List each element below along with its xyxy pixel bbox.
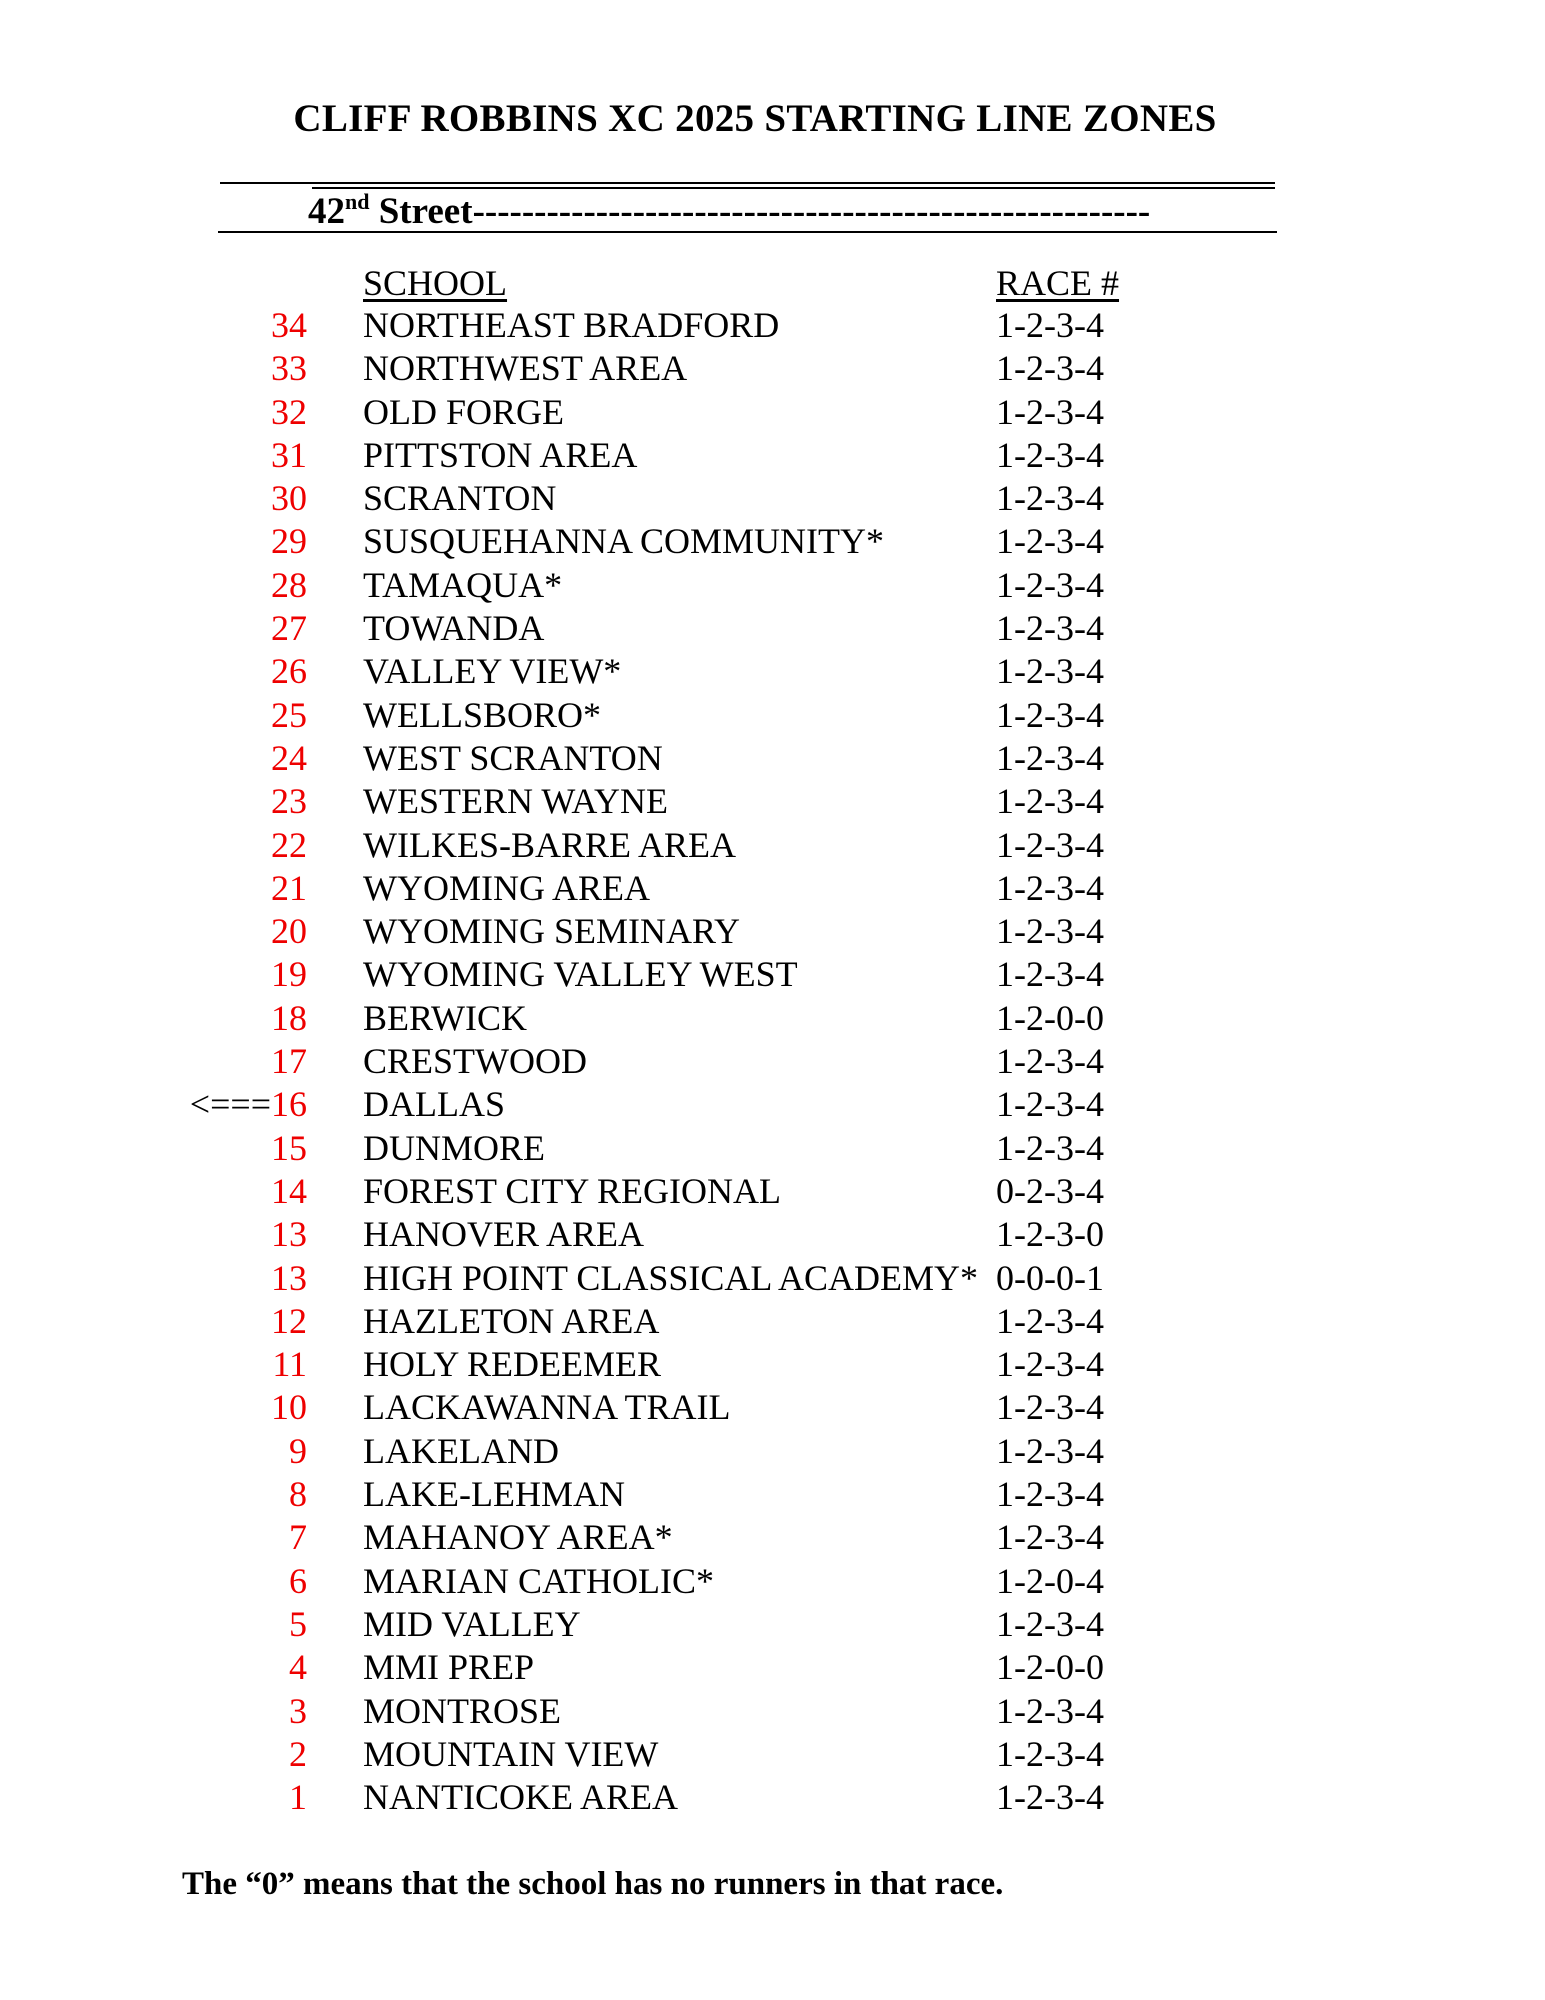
- race-numbers: 0-2-3-4: [996, 1170, 1104, 1211]
- zone-number: [271, 1170, 307, 1213]
- street-number: 42: [308, 191, 345, 232]
- table-row: [0, 910, 1545, 953]
- zone-number: [289, 1430, 307, 1473]
- zone-value: 30: [271, 478, 307, 519]
- zone-value: 19: [271, 954, 307, 995]
- table-row: [0, 347, 1545, 390]
- race-numbers: 1-2-0-0: [996, 997, 1104, 1038]
- zone-number: [271, 1386, 307, 1429]
- zone-number: [271, 867, 307, 910]
- zone-number: [271, 737, 307, 780]
- table-row: [0, 607, 1545, 650]
- zone-value: 13: [271, 1257, 307, 1298]
- school-name: SUSQUEHANNA COMMUNITY*: [363, 521, 885, 562]
- zone-number: [271, 1300, 307, 1343]
- school-name: DUNMORE: [363, 1127, 546, 1168]
- table-row: [0, 304, 1545, 347]
- zone-number: [271, 780, 307, 823]
- street-suffix: nd: [345, 189, 370, 214]
- school-name: HANOVER AREA: [363, 1214, 645, 1255]
- school-name: DALLAS: [363, 1084, 505, 1125]
- zone-number: [289, 1516, 307, 1559]
- zone-number: [271, 477, 307, 520]
- zone-value: 13: [271, 1214, 307, 1255]
- race-numbers: 1-2-3-0: [996, 1214, 1104, 1255]
- race-numbers: 1-2-3-4: [996, 911, 1104, 952]
- top-rule: [220, 182, 1275, 184]
- school-name: WYOMING SEMINARY: [363, 911, 740, 952]
- race-numbers: 1-2-3-4: [996, 1603, 1104, 1644]
- footnote: The “0” means that the school has no runners in that race.: [182, 1866, 1004, 1902]
- table-row: [0, 1170, 1545, 1213]
- table-row: [0, 1516, 1545, 1559]
- zone-number: [289, 1646, 307, 1689]
- race-numbers: 1-2-3-4: [996, 1474, 1104, 1515]
- table-row: [0, 824, 1545, 867]
- table-row: [0, 953, 1545, 996]
- top-rule-inner: [312, 187, 1275, 189]
- table-row: [0, 1386, 1545, 1429]
- table-row: [0, 1690, 1545, 1733]
- race-numbers: 1-2-3-4: [996, 1041, 1104, 1082]
- race-numbers: 1-2-3-4: [996, 478, 1104, 519]
- table-row: [0, 650, 1545, 693]
- zone-value: 12: [271, 1300, 307, 1341]
- race-numbers: 1-2-3-4: [996, 391, 1104, 432]
- school-name: WYOMING VALLEY WEST: [363, 954, 798, 995]
- school-name: TAMAQUA*: [363, 564, 563, 605]
- zone-value: 20: [271, 911, 307, 952]
- race-numbers: 1-2-3-4: [996, 564, 1104, 605]
- race-numbers: 1-2-3-4: [996, 1127, 1104, 1168]
- zone-value: 28: [271, 564, 307, 605]
- race-numbers: 1-2-3-4: [996, 694, 1104, 735]
- table-row: [0, 1430, 1545, 1473]
- table-row: [0, 1257, 1545, 1300]
- school-name: NANTICOKE AREA: [363, 1777, 678, 1818]
- zone-value: 8: [289, 1474, 307, 1515]
- school-name: WEST SCRANTON: [363, 737, 663, 778]
- zone-value: 29: [271, 521, 307, 562]
- zone-value: 17: [271, 1041, 307, 1082]
- school-name: LAKELAND: [363, 1430, 559, 1471]
- table-row: [0, 1127, 1545, 1170]
- race-numbers: 1-2-3-4: [996, 1733, 1104, 1774]
- zone-number: [271, 1257, 307, 1300]
- race-numbers: 0-0-0-1: [996, 1257, 1104, 1298]
- table-row: [0, 1083, 1545, 1126]
- zone-number: [289, 1690, 307, 1733]
- zone-number: [271, 520, 307, 563]
- table-row: [0, 1300, 1545, 1343]
- race-numbers: 1-2-3-4: [996, 824, 1104, 865]
- zone-value: 24: [271, 737, 307, 778]
- school-name: MAHANOY AREA*: [363, 1517, 673, 1558]
- table-row: [0, 1646, 1545, 1689]
- zone-number: [289, 1473, 307, 1516]
- table-row: [0, 694, 1545, 737]
- zone-number: [289, 1603, 307, 1646]
- zone-number: [271, 694, 307, 737]
- school-name: TOWANDA: [363, 608, 545, 649]
- school-name: VALLEY VIEW*: [363, 651, 622, 692]
- zone-value: 34: [271, 305, 307, 345]
- school-name: MARIAN CATHOLIC*: [363, 1560, 714, 1601]
- zone-value: 32: [271, 391, 307, 432]
- zone-value: 15: [271, 1127, 307, 1168]
- table-row: [0, 997, 1545, 1040]
- race-numbers: 1-2-3-4: [996, 867, 1104, 908]
- zone-value: 23: [271, 781, 307, 822]
- zone-number: [271, 564, 307, 607]
- zone-number: [271, 953, 307, 996]
- school-name: LACKAWANNA TRAIL: [363, 1387, 731, 1428]
- zone-value: 4: [289, 1647, 307, 1688]
- zone-value: 7: [289, 1517, 307, 1558]
- school-name: CRESTWOOD: [363, 1041, 587, 1082]
- school-name: BERWICK: [363, 997, 528, 1038]
- zone-number: [271, 391, 307, 434]
- table-row: [0, 1040, 1545, 1083]
- race-numbers: 1-2-3-4: [996, 608, 1104, 649]
- zone-number: [271, 1127, 307, 1170]
- race-numbers: 1-2-3-4: [996, 1777, 1104, 1818]
- table-row: [0, 520, 1545, 563]
- table-row: [0, 1560, 1545, 1603]
- zone-number: [271, 910, 307, 953]
- race-numbers: 1-2-3-4: [996, 1430, 1104, 1471]
- zone-value: 31: [271, 434, 307, 475]
- table-row: [0, 564, 1545, 607]
- table-row: [0, 1343, 1545, 1386]
- school-name: SCRANTON: [363, 478, 557, 519]
- zone-value: 14: [271, 1170, 307, 1211]
- zone-number: [289, 1733, 307, 1776]
- race-numbers: 1-2-3-4: [996, 434, 1104, 475]
- school-name: OLD FORGE: [363, 391, 565, 432]
- race-numbers: 1-2-3-4: [996, 1517, 1104, 1558]
- zone-value: 25: [271, 694, 307, 735]
- table-row: [0, 1213, 1545, 1256]
- zone-number: [271, 1213, 307, 1256]
- school-name: HAZLETON AREA: [363, 1300, 660, 1341]
- race-numbers: 1-2-3-4: [996, 1084, 1104, 1125]
- zone-number: [271, 304, 307, 347]
- zone-number: [271, 650, 307, 693]
- school-name: LAKE-LEHMAN: [363, 1474, 625, 1515]
- school-name: WYOMING AREA: [363, 867, 650, 908]
- race-numbers: 1-2-3-4: [996, 737, 1104, 778]
- table-row: [0, 780, 1545, 823]
- zone-value: 26: [271, 651, 307, 692]
- zone-number: [271, 997, 307, 1040]
- zone-number: [289, 1776, 307, 1819]
- zone-value: 2: [289, 1733, 307, 1774]
- zone-number: [272, 1343, 307, 1386]
- race-numbers: 1-2-3-4: [996, 305, 1104, 345]
- school-name: PITTSTON AREA: [363, 434, 638, 475]
- table-row: [0, 1776, 1545, 1819]
- race-numbers: 1-2-3-4: [996, 1300, 1104, 1341]
- zone-number: [190, 1083, 307, 1126]
- race-numbers: 1-2-3-4: [996, 781, 1104, 822]
- school-name: WELLSBORO*: [363, 694, 601, 735]
- zone-value: 22: [271, 824, 307, 865]
- zone-value: 3: [289, 1690, 307, 1731]
- table-row: [0, 737, 1545, 780]
- zone-number: [271, 824, 307, 867]
- zone-number: [271, 607, 307, 650]
- race-numbers: 1-2-3-4: [996, 1344, 1104, 1385]
- zone-value: 6: [289, 1560, 307, 1601]
- school-name: WILKES-BARRE AREA: [363, 824, 736, 865]
- race-numbers: 1-2-0-0: [996, 1647, 1104, 1688]
- race-numbers: 1-2-3-4: [996, 521, 1104, 562]
- table-row: [0, 434, 1545, 477]
- race-numbers: 1-2-3-4: [996, 651, 1104, 692]
- school-name: MONTROSE: [363, 1690, 562, 1731]
- street-underline: [218, 231, 1277, 233]
- arrow-indicator: <===: [189, 1084, 271, 1125]
- school-name: MID VALLEY: [363, 1603, 581, 1644]
- table-row: [0, 1473, 1545, 1516]
- table-row: [0, 867, 1545, 910]
- street-label: [308, 189, 1151, 232]
- school-name: HOLY REDEEMER: [363, 1344, 662, 1385]
- school-name: MMI PREP: [363, 1647, 535, 1688]
- zone-value: 33: [271, 348, 307, 389]
- race-numbers: 1-2-3-4: [996, 954, 1104, 995]
- school-name: FOREST CITY REGIONAL: [363, 1170, 782, 1211]
- table-row: [0, 1603, 1545, 1646]
- school-name: MOUNTAIN VIEW: [363, 1733, 659, 1774]
- zone-value: 16: [271, 1084, 307, 1125]
- race-numbers: 1-2-3-4: [996, 1690, 1104, 1731]
- race-numbers: 1-2-0-4: [996, 1560, 1104, 1601]
- zone-value: 9: [289, 1430, 307, 1471]
- zone-value: 27: [271, 608, 307, 649]
- street-name: Street: [369, 191, 473, 232]
- race-numbers: 1-2-3-4: [996, 1387, 1104, 1428]
- zone-value: 5: [289, 1603, 307, 1644]
- zone-value: 11: [272, 1344, 307, 1385]
- school-name: NORTHWEST AREA: [363, 348, 688, 389]
- page-title: CLIFF ROBBINS XC 2025 STARTING LINE ZONES: [293, 97, 1217, 140]
- zone-number: [271, 347, 307, 390]
- zone-value: 18: [271, 997, 307, 1038]
- zone-number: [271, 434, 307, 477]
- race-column-header: RACE #: [996, 263, 1120, 303]
- school-name: WESTERN WAYNE: [363, 781, 668, 822]
- zone-number: [271, 1040, 307, 1083]
- zone-value: 1: [289, 1777, 307, 1818]
- school-name: HIGH POINT CLASSICAL ACADEMY*: [363, 1257, 979, 1298]
- zone-table: [0, 304, 1545, 1819]
- school-column-header: SCHOOL: [363, 263, 508, 303]
- race-numbers: 1-2-3-4: [996, 348, 1104, 389]
- school-name: NORTHEAST BRADFORD: [363, 305, 780, 345]
- street-dashes: -------------------------------------------------------: [472, 191, 1151, 232]
- table-row: [0, 1733, 1545, 1776]
- table-row: [0, 391, 1545, 434]
- table-row: [0, 477, 1545, 520]
- zone-value: 10: [271, 1387, 307, 1428]
- zone-number: [289, 1560, 307, 1603]
- zone-value: 21: [271, 867, 307, 908]
